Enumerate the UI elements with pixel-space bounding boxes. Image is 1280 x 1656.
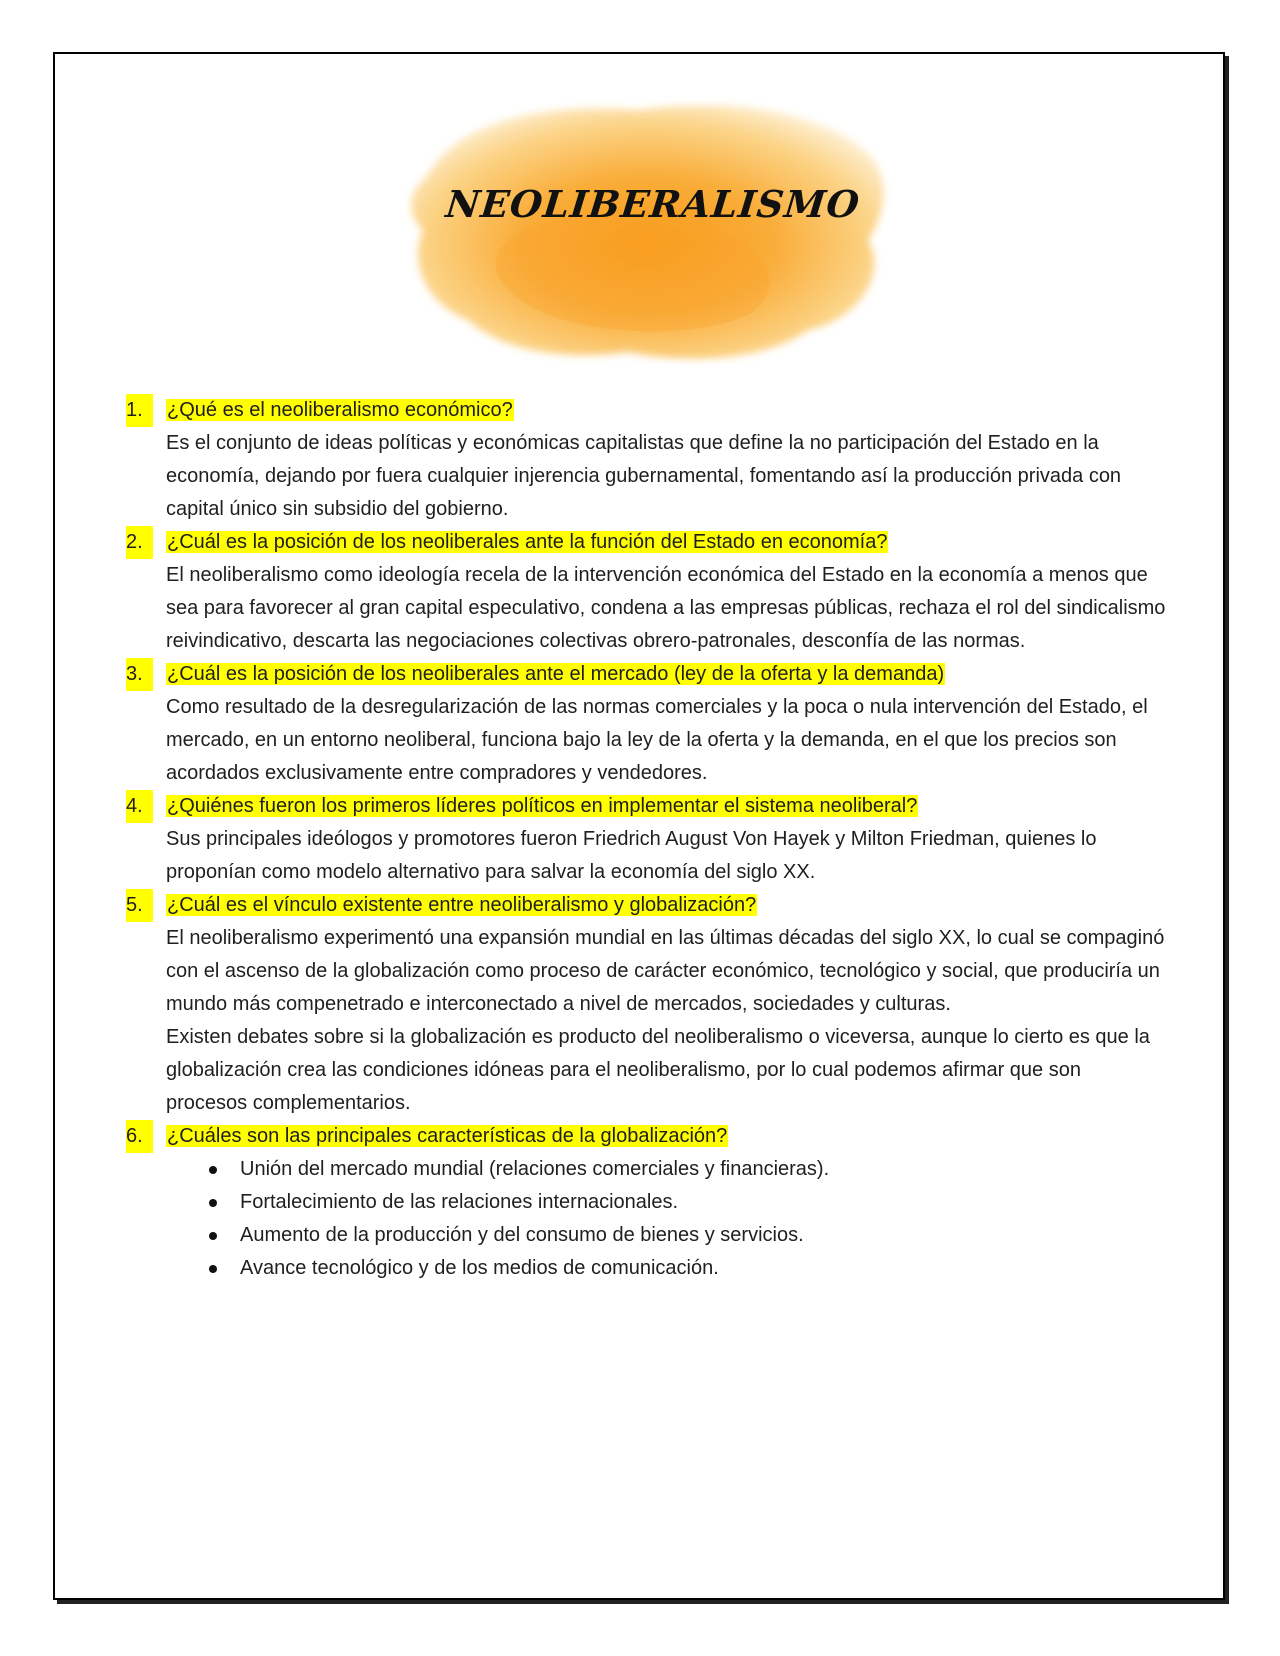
question-number: 6. [126,1120,153,1153]
question-heading [126,1120,1166,1153]
question-block [126,526,1166,658]
list-item [240,1153,1166,1186]
characteristics-list [126,1153,1166,1285]
bullet-icon [209,1265,217,1273]
list-item-text: Fortalecimiento de las relaciones internacionales. [240,1191,679,1213]
question-heading [126,526,1166,559]
answer-paragraph: Existen debates sobre si la globalización es producto del neoliberalismo o viceversa, aunque lo cierto es que la globalización crea las condiciones idóneas para el neoliberalismo, por lo cual podemos afirmar que son procesos complementarios. [166,1026,1150,1114]
question-number: 5. [126,889,153,922]
answer-paragraph: Es el conjunto de ideas políticas y económicas capitalistas que define la no participación del Estado en la economía, dejando por fuera cualquier injerencia gubernamental, fomentando así la producción privada con capital único sin subsidio del gobierno. [166,432,1122,520]
question-block [126,1120,1166,1285]
list-item-text: Aumento de la producción y del consumo de bienes y servicios. [240,1224,804,1246]
question-text: ¿Quiénes fueron los primeros líderes políticos en implementar el sistema neoliberal? [167,795,918,817]
question-block [126,790,1166,889]
title-banner [388,90,918,390]
answer-paragraph: El neoliberalismo como ideología recela de la intervención económica del Estado en la economía a menos que sea para favorecer al gran capital especulativo, condena a las empresas públicas, rechaza el rol del sindicalismo reivindicativo, descarta las negociaciones colectivas obrero-patronales, desconfía de las normas. [166,564,1166,652]
question-block [126,658,1166,790]
question-text: ¿Cuál es la posición de los neoliberales ante la función del Estado en economía? [167,531,888,553]
question-number: 1. [126,394,153,427]
list-item [240,1219,1166,1252]
question-text: ¿Cuál es el vínculo existente entre neoliberalismo y globalización? [167,894,757,916]
question-heading [126,889,1166,922]
list-item-text: Avance tecnológico y de los medios de comunicación. [240,1257,719,1279]
question-number: 4. [126,790,153,823]
watercolor-splash-icon [388,90,918,390]
bullet-icon [209,1166,217,1174]
list-item [240,1252,1166,1285]
question-number: 3. [126,658,153,691]
question-text: ¿Cuál es la posición de los neoliberales ante el mercado (ley de la oferta y la demanda) [167,663,945,685]
question-block [126,889,1166,1120]
question-heading [126,658,1166,691]
question-block [126,394,1166,526]
question-heading [126,790,1166,823]
document-title: NEOLIBERALISMO [443,182,863,226]
list-item-text: Unión del mercado mundial (relaciones comerciales y financieras). [240,1158,830,1180]
bullet-icon [209,1232,217,1240]
question-text: ¿Qué es el neoliberalismo económico? [167,399,513,421]
answer-paragraph: Sus principales ideólogos y promotores fueron Friedrich August Von Hayek y Milton Friedman, quienes lo proponían como modelo alternativo para salvar la economía del siglo XX. [166,828,1097,883]
question-number: 2. [126,526,153,559]
bullet-icon [209,1199,217,1207]
question-list [126,394,1166,1285]
question-heading [126,394,1166,427]
question-text: ¿Cuáles son las principales características de la globalización? [167,1125,728,1147]
answer-paragraph: Como resultado de la desregularización de las normas comerciales y la poca o nula intervención del Estado, el mercado, en un entorno neoliberal, funciona bajo la ley de la oferta y la demanda, en el que los precios son acordados exclusivamente entre compradores y vendedores. [166,696,1148,784]
answer-paragraph: El neoliberalismo experimentó una expansión mundial en las últimas décadas del siglo XX, lo cual se compaginó con el ascenso de la globalización como proceso de carácter económico, tecnológico y social, que produciría un mundo más compenetrado e interconectado a nivel de mercados, sociedades y culturas. [166,927,1165,1015]
list-item [240,1186,1166,1219]
